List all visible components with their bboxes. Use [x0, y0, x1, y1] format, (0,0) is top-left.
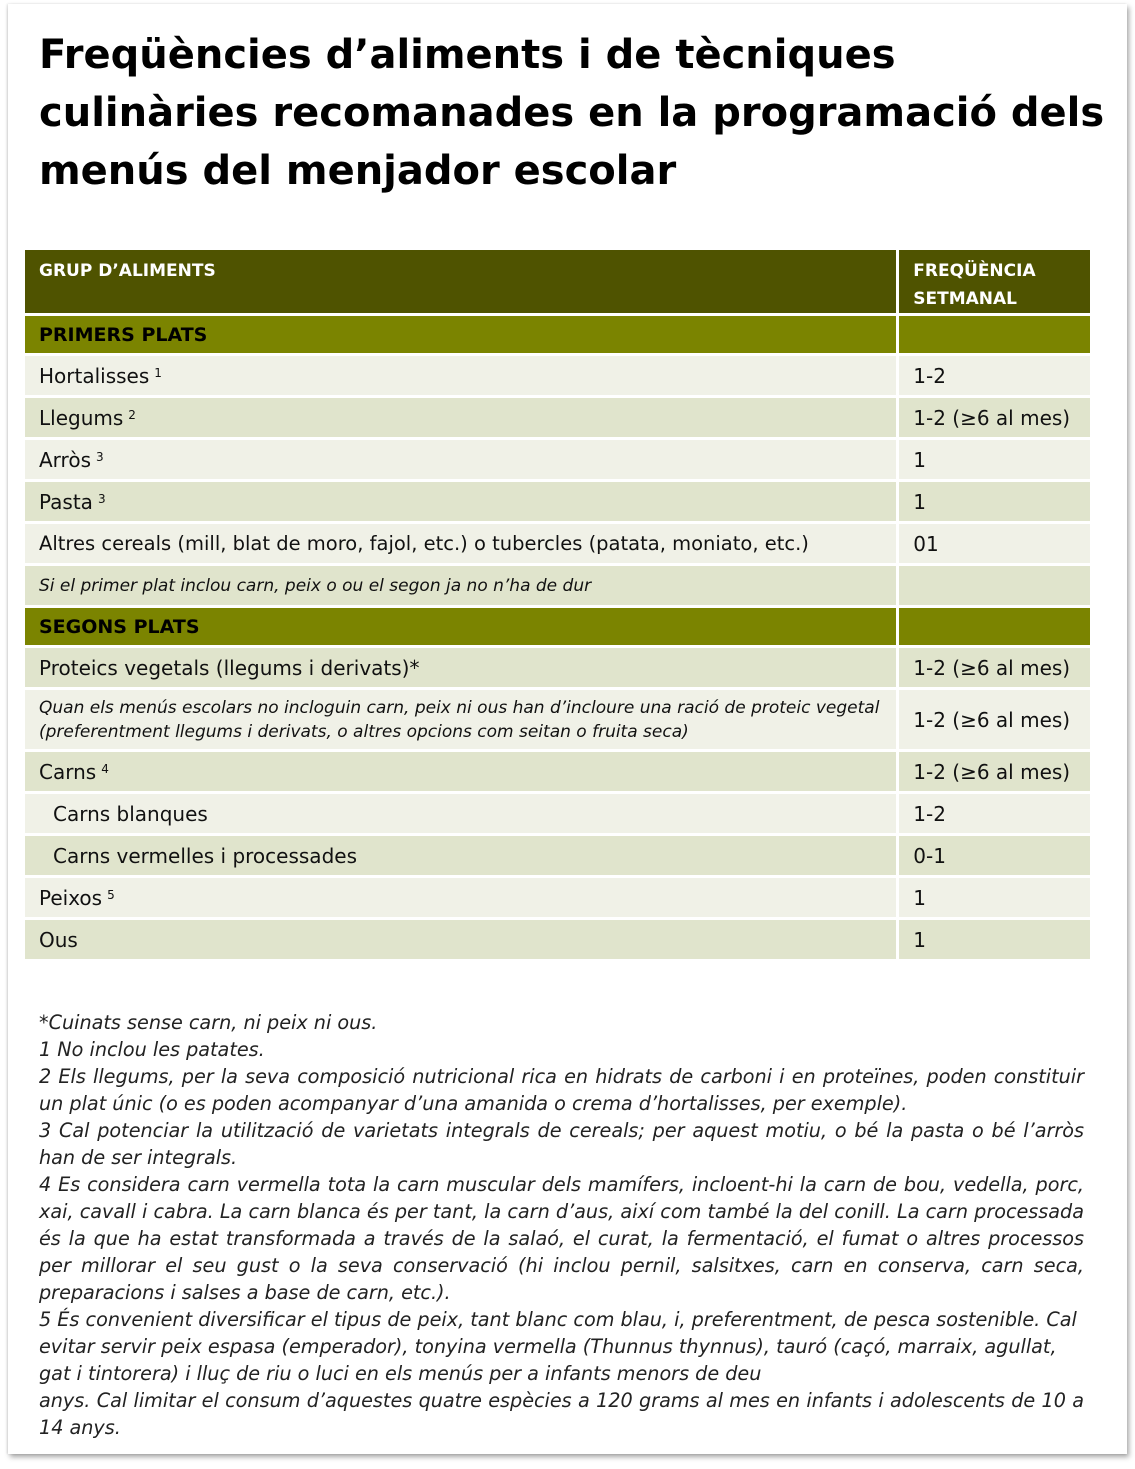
note-label: Quan els menús escolars no incloguin carn, peix ni ous han d’incloure una ració de proteic vegetal (preferentment llegums i derivats, o altres opcions com seitan o fruita seca) [25, 690, 899, 752]
table-row [25, 440, 1090, 482]
food-label: Pasta $^3$ [25, 482, 899, 524]
footnote-ref: 3 [97, 491, 106, 506]
footnotes [39, 1009, 1084, 1441]
section-heading: SEGONS PLATS [25, 608, 899, 648]
frequency-value: 1 [899, 440, 1090, 482]
section-heading: PRIMERS PLATS [25, 316, 899, 356]
table-row [25, 794, 1090, 836]
table-row [25, 920, 1090, 962]
table-row [25, 878, 1090, 920]
document-page [8, 4, 1127, 1454]
footnote: 2 Els llegums, per la seva composició nutricional rica en hidrats de carboni i en proteïnes, poden constituir un plat únic (o es poden acompanyar d’una amanida o crema d’hortalisses, per exemple). [39, 1065, 1084, 1115]
food-label: Proteics vegetals (llegums i derivats)* [25, 648, 899, 690]
footnote-ref: 1 [154, 365, 162, 380]
table-row [25, 356, 1090, 398]
food-label: Peixos $^5$ [25, 878, 899, 920]
frequency-value: 0-1 [899, 836, 1090, 878]
table-row [25, 524, 1090, 566]
footnote: 1 No inclou les patates. [39, 1038, 265, 1061]
header-weekly-frequency: FREQÜÈNCIA SETMANAL [899, 250, 1090, 316]
table-row [25, 648, 1090, 690]
frequency-value: 1-2 (≥6 al mes) [899, 752, 1090, 794]
frequency-value [899, 566, 1090, 608]
frequency-value: 1-2 (≥6 al mes) [899, 648, 1090, 690]
note-label: Si el primer plat inclou carn, peix o ou el segon ja no n’ha de dur [25, 566, 899, 608]
footnote-ref: 4 [101, 761, 109, 776]
frequency-value: 1-2 (≥6 al mes) [899, 398, 1090, 440]
footnote-ref: 5 [107, 887, 115, 902]
table-row [25, 836, 1090, 878]
section-row-first-courses [25, 316, 1090, 356]
header-food-group: GRUP D’ALIMENTS [25, 250, 899, 316]
table-row-note [25, 566, 1090, 608]
frequency-value: 1 [899, 878, 1090, 920]
section-empty-cell [899, 316, 1090, 356]
food-label: Altres cereals (mill, blat de moro, fajol, etc.) o tubercles (patata, moniato, etc.) [25, 524, 899, 566]
frequency-value: 1 [899, 920, 1090, 962]
food-label: Llegums $^2$ [25, 398, 899, 440]
food-label: Carns $^4$ [25, 752, 899, 794]
footnote-ref: 3 [96, 449, 104, 464]
frequency-value: 1-2 (≥6 al mes) [899, 690, 1090, 752]
food-label: Carns blanques [25, 794, 899, 836]
footnote-ref: 2 [128, 407, 136, 422]
food-label: Carns vermelles i processades [25, 836, 899, 878]
footnote: 4 Es considera carn vermella tota la carn muscular dels mamífers, incloent-hi la carn de bou, vedella, porc, xai, cavall i cabra. La carn blanca és per tant, la carn d’aus, així com també la del conill. La carn processada és la que ha estat transformada a través de la salaó, el curat, la fermentació, el fumat o altres processos per millorar el seu gust o la seva conservació (hi inclou pernil, salsitxes, carn en conserva, carn seca, preparacions i salses a base de carn, etc.). [39, 1173, 1084, 1304]
table-row [25, 752, 1090, 794]
frequency-value: 1 [899, 482, 1090, 524]
frequency-table [25, 250, 1090, 962]
table-row [25, 482, 1090, 524]
frequency-value: 1-2 [899, 356, 1090, 398]
page-title: Freqüències d’aliments i de tècniques culinàries recomanades en la programació dels menús del menjador escolar [39, 32, 1105, 194]
frequency-value: 1-2 [899, 794, 1090, 836]
table-row-note [25, 690, 1090, 752]
section-empty-cell [899, 608, 1090, 648]
table-header-row [25, 250, 1090, 316]
section-row-second-courses [25, 608, 1090, 648]
table-row [25, 398, 1090, 440]
footnote: 5 És convenient diversificar el tipus de peix, tant blanc com blau, i, preferentment, de pesca sostenible. Cal evitar servir peix espasa (emperador), tonyina vermella (Thunnus thynnus), tauró (caçó, marraix, agullat, gat i tintorera) i lluç de riu o luci en els menús per a infants menors de deu [39, 1308, 1077, 1385]
food-label: Hortalisses $^1$ [25, 356, 899, 398]
footnote: 3 Cal potenciar la utilització de varietats integrals de cereals; per aquest motiu, o bé la pasta o bé l’arròs han de ser integrals. [39, 1119, 1084, 1169]
frequency-value: 01 [899, 524, 1090, 566]
footnote: anys. Cal limitar el consum d’aquestes quatre espècies a 120 grams al mes en infants i adolescents de 10 a 14 anys. [39, 1389, 1084, 1439]
food-label: Arròs $^3$ [25, 440, 899, 482]
footnote: *Cuinats sense carn, ni peix ni ous. [39, 1011, 378, 1034]
food-label: Ous [25, 920, 899, 962]
